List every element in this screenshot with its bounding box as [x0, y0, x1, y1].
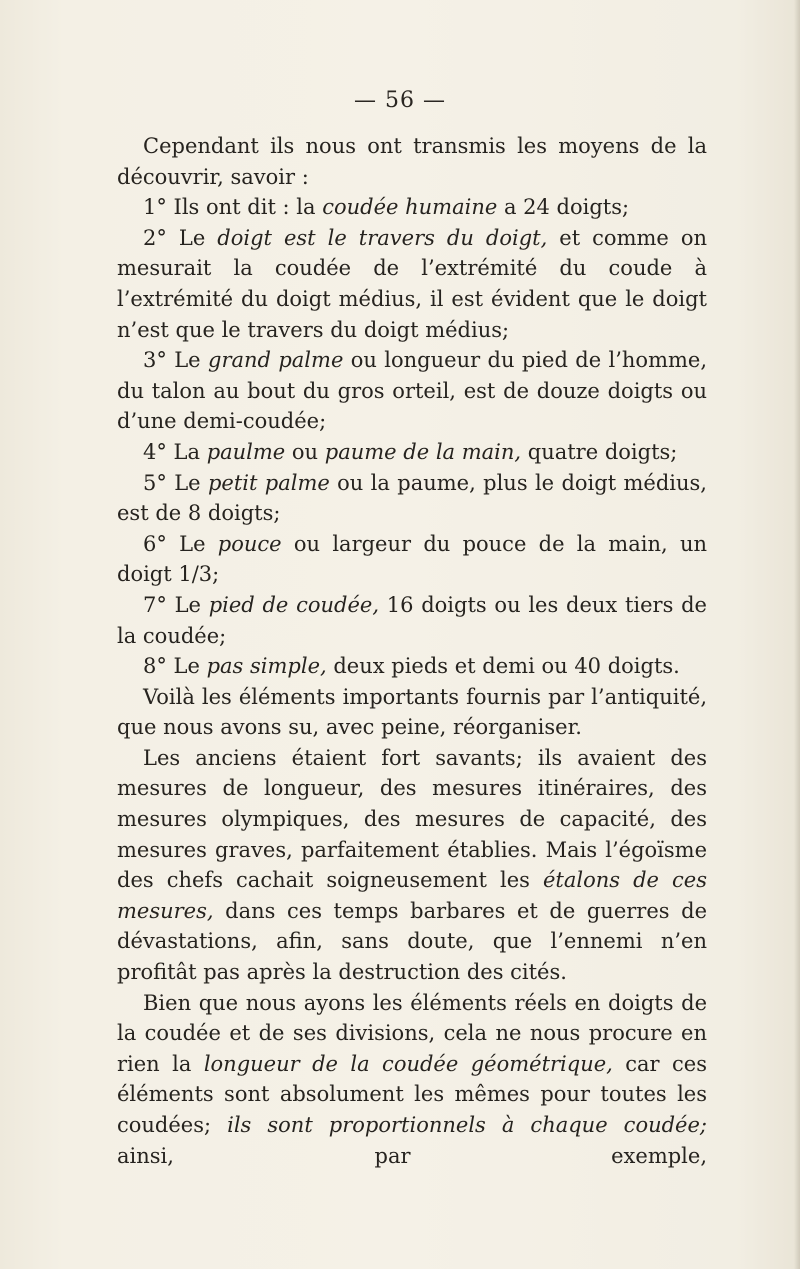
paragraph — [117, 468, 707, 529]
paragraph — [117, 590, 707, 651]
paragraph — [117, 131, 707, 192]
paragraph — [117, 529, 707, 590]
paragraph — [117, 682, 707, 743]
italic-text: étalons de ces mesures, — [117, 868, 707, 923]
paragraph — [117, 437, 707, 468]
text-run: 8° Le — [143, 654, 207, 679]
text-run: 7° Le — [143, 592, 209, 617]
text-run: ou la paume, plus le doigt médius, est de 8 doigts; — [117, 470, 707, 526]
paragraph — [117, 743, 707, 988]
italic-text: pas simple, — [206, 654, 327, 679]
text-run: ou longueur du pied de l’homme, du talon au bout du gros orteil, est de douze doigts ou d’une demi-coudée; — [117, 348, 708, 434]
page-number: — 56 — — [354, 88, 446, 113]
text-run: 5° Le — [143, 470, 208, 495]
text-run: Cependant ils nous ont transmis les moyens de la découvrir, savoir : — [117, 134, 707, 189]
italic-text: pouce — [217, 531, 282, 556]
body-text — [117, 131, 707, 1171]
text-run: 3° Le — [143, 348, 208, 373]
text-run: ou largeur du pouce de la main, un doigt 1/3; — [117, 531, 707, 587]
text-run: deux pieds et demi ou 40 doigts. — [326, 654, 680, 679]
page-edge-shadow — [794, 0, 800, 1269]
text-run: car ces éléments sont absolument les mêmes pour toutes les coudées; — [117, 1051, 707, 1137]
italic-text: pied de coudée, — [208, 592, 380, 617]
text-run: ainsi, par exemple, — [117, 1143, 707, 1168]
text-run: 1° Ils ont dit : la — [143, 195, 323, 220]
italic-text: doigt est le travers du doigt, — [217, 225, 548, 250]
text-run: dans ces temps barbares et de guerres de dévastations, afin, sans doute, que l’ennemi n’en profitât pas après la destruction des cités. — [117, 898, 707, 985]
text-run: a 24 doigts; — [497, 195, 630, 220]
paragraph — [117, 345, 707, 437]
italic-text: longueur de la coudée géométrique, — [203, 1051, 613, 1076]
text-run: Voilà les éléments importants fournis par l’antiquité, que nous avons su, avec peine, réorganiser. — [117, 684, 707, 740]
italic-text: coudée humaine — [322, 195, 498, 220]
text-run: 6° Le — [143, 531, 218, 556]
text-run: 16 doigts ou les deux tiers de la coudée; — [117, 592, 707, 648]
text-run: 2° Le — [143, 225, 218, 250]
text-run: 4° La — [143, 439, 207, 464]
paragraph — [117, 192, 707, 223]
italic-text: paulme — [206, 439, 286, 464]
paragraph — [117, 651, 707, 682]
text-run: Les anciens étaient fort savants; ils avaient des mesures de longueur, des mesures itinéraires, des mesures olympiques, des mesures de capacité, des mesures graves, parfaitement établies. Mais l’égoïsme des chefs cachait soigneusement les — [117, 745, 707, 893]
italic-text: petit palme — [207, 470, 330, 495]
text-run: quatre doigts; — [521, 439, 678, 464]
italic-text: paume de la main, — [324, 439, 522, 464]
italic-text: ils sont proportionnels à chaque coudée; — [227, 1113, 707, 1137]
paragraph — [117, 223, 707, 345]
paragraph — [117, 988, 707, 1172]
text-run: et comme on mesurait la coudée de l’extrémité du coude à l’extrémité du doigt médius, il est évident que le doigt n’est que le travers du doigt médius; — [117, 225, 708, 342]
text-run: Bien que nous ayons les éléments réels en doigts de la coudée et de ses divisions, cela ne nous procure en rien la — [117, 990, 707, 1076]
text-run: ou — [285, 439, 325, 464]
italic-text: grand palme — [208, 348, 344, 373]
